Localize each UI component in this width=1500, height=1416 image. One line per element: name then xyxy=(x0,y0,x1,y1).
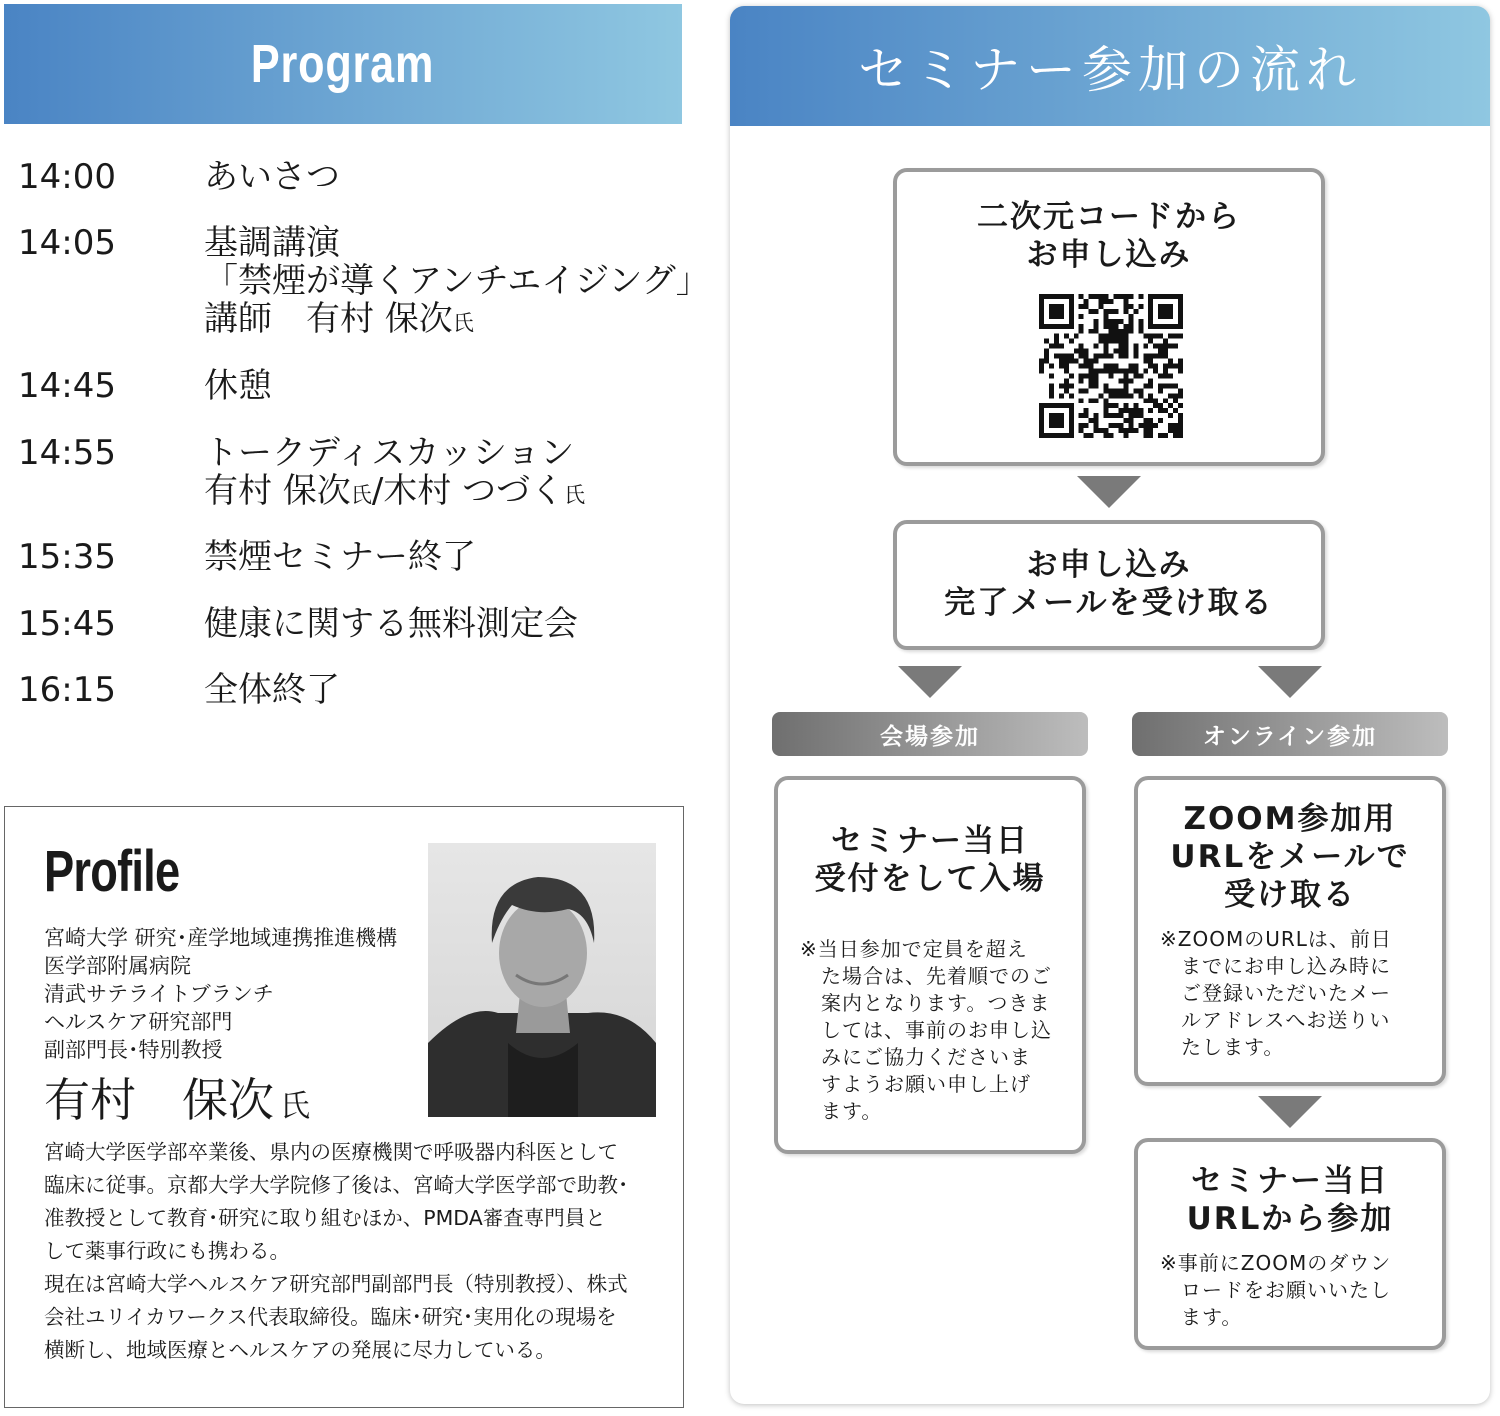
note-line: ※事前にZOOMのダウン xyxy=(1160,1251,1392,1275)
profile-bio xyxy=(44,1136,676,1367)
program-header xyxy=(4,4,682,124)
note-line: 案内となります。つきま xyxy=(800,991,1051,1015)
note-line: しては、事前のお申し込 xyxy=(800,1018,1052,1042)
online-step-box-join xyxy=(1134,1138,1446,1350)
bio-line: 宮崎大学医学部卒業後、県内の医療機関で呼吸器内科医として xyxy=(44,1140,618,1164)
note-line: ルアドレスへお送りい xyxy=(1160,1008,1391,1032)
bio-line: 臨床に従事。京都大学大学院修了後は、宮崎大学医学部で助教･ xyxy=(44,1173,629,1197)
down-arrow-icon xyxy=(1258,666,1322,698)
honorific: 氏 xyxy=(452,311,474,335)
down-arrow-icon xyxy=(1077,476,1141,508)
affiliation-line: 清武サテライトブランチ xyxy=(44,982,274,1006)
program-time: 16:15 xyxy=(18,670,116,710)
venue-note xyxy=(800,936,1052,1125)
note-line: すようお願い申し上げ xyxy=(800,1072,1031,1096)
program-text: あいさつ xyxy=(204,157,340,197)
online-join-note xyxy=(1160,1250,1391,1331)
bio-line: 現在は宮崎大学ヘルスケア研究部門副部門長（特別教授）、株式 xyxy=(44,1272,628,1296)
note-line: みにご協力くださいま xyxy=(800,1045,1031,1069)
portrait-photo xyxy=(428,843,656,1117)
profile-title: Profile xyxy=(44,839,180,904)
program-text: 有村 保次 xyxy=(204,471,351,511)
note-line: ※ZOOMのURLは、前日 xyxy=(1160,927,1392,951)
note-line: までにお申し込み時に xyxy=(1160,954,1391,978)
program-text: /木村 つづく xyxy=(371,471,565,511)
affiliation-line: 宮崎大学 研究･産学地域連携推進機構 xyxy=(44,926,398,950)
flow-panel xyxy=(730,6,1490,1404)
program-time: 15:35 xyxy=(18,537,116,577)
step-apply-box xyxy=(893,168,1325,466)
note-line: ※当日参加で定員を超え xyxy=(800,937,1028,961)
profile-affiliation xyxy=(44,924,397,1064)
venue-step-box xyxy=(774,776,1086,1154)
honorific: 氏 xyxy=(280,1089,310,1124)
note-line: たします。 xyxy=(1160,1035,1285,1059)
step-title-line: ZOOM参加用 xyxy=(1183,801,1397,837)
profile-name xyxy=(44,1070,310,1137)
program-text: 健康に関する無料測定会 xyxy=(204,604,578,644)
bio-line: 横断し、地域医療とヘルスケアの発展に尽力している。 xyxy=(44,1338,556,1362)
note-line: た場合は、先着順でのご xyxy=(800,964,1052,988)
affiliation-line: 医学部附属病院 xyxy=(44,954,191,978)
program-text: 「禁煙が導くアンチエイジング」 xyxy=(204,261,710,301)
program-text: トークディスカッション xyxy=(204,433,575,473)
note-line: ます。 xyxy=(800,1099,883,1123)
program-text: 全体終了 xyxy=(204,670,340,710)
honorific: 氏 xyxy=(564,483,586,507)
affiliation-line: 副部門長･特別教授 xyxy=(44,1038,223,1062)
step-title-line: 受け取る xyxy=(1224,877,1356,913)
program-text: 禁煙セミナー終了 xyxy=(204,537,476,577)
step-confirm-box xyxy=(893,520,1325,650)
program-time: 14:55 xyxy=(18,433,116,473)
flow-header xyxy=(730,6,1490,126)
program-text: 休憩 xyxy=(204,366,272,406)
step-title-line: セミナー当日 xyxy=(1191,1163,1389,1199)
note-line: ロードをお願いいたし xyxy=(1160,1278,1391,1302)
venue-label: 会場参加 xyxy=(772,712,1088,756)
qr-code-icon[interactable] xyxy=(1039,294,1183,438)
program-title: Program xyxy=(251,34,435,94)
flow-title: セミナー参加の流れ xyxy=(858,41,1362,99)
bio-line: 会社ユリイカワークス代表取締役。臨床･研究･実用化の現場を xyxy=(44,1305,617,1329)
program-text: 講師 有村 保次 xyxy=(204,299,453,339)
note-line: ご登録いただいたメー xyxy=(1160,981,1391,1005)
program-text: 基調講演 xyxy=(204,223,340,263)
note-line: ます。 xyxy=(1160,1305,1243,1329)
step-title-line: URLをメールで xyxy=(1170,839,1410,875)
step-title-line: お申し込み xyxy=(1026,237,1192,273)
profile-name-text: 有村 保次 xyxy=(44,1073,274,1127)
step-title-line: セミナー当日 xyxy=(831,823,1029,859)
program-time: 14:00 xyxy=(18,157,116,197)
program-time: 15:45 xyxy=(18,604,116,644)
honorific: 氏 xyxy=(350,483,372,507)
step-title-line: URLから参加 xyxy=(1186,1201,1394,1237)
step-title-line: 受付をして入場 xyxy=(814,861,1046,897)
bio-line: して薬事行政にも携わる。 xyxy=(44,1239,290,1263)
step-title-line: お申し込み xyxy=(1026,547,1192,583)
online-label: オンライン参加 xyxy=(1132,712,1448,756)
step-title-line: 二次元コードから xyxy=(977,199,1241,235)
down-arrow-icon xyxy=(898,666,962,698)
online-note xyxy=(1160,926,1392,1061)
program-time: 14:05 xyxy=(18,223,116,263)
online-step-box-url xyxy=(1134,776,1446,1086)
step-title-line: 完了メールを受け取る xyxy=(944,585,1274,621)
down-arrow-icon xyxy=(1258,1096,1322,1128)
program-time: 14:45 xyxy=(18,366,116,406)
bio-line: 准教授として教育･研究に取り組むほか、PMDA審査専門員と xyxy=(44,1206,606,1230)
affiliation-line: ヘルスケア研究部門 xyxy=(44,1010,233,1034)
